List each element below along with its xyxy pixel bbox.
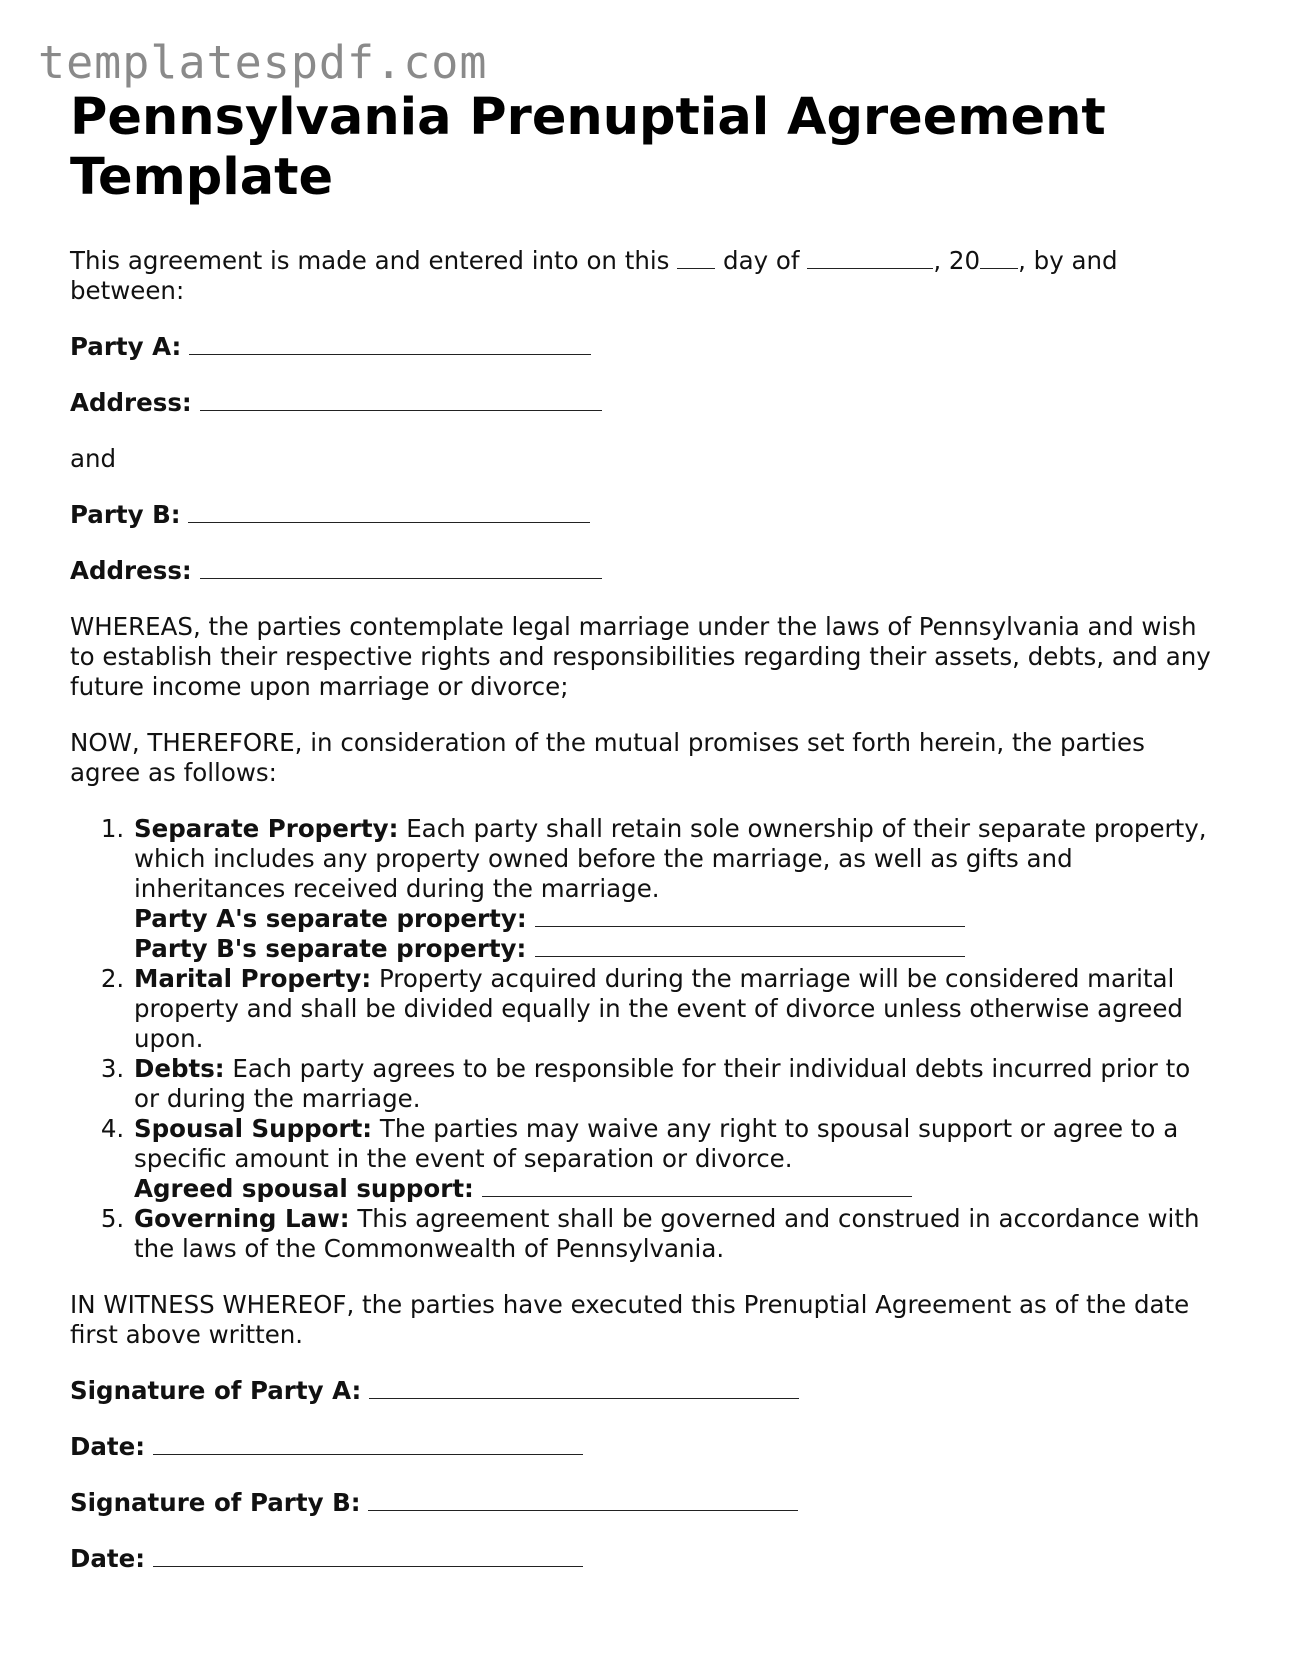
signature-b-line (70, 1488, 1220, 1518)
day-blank[interactable] (677, 248, 715, 269)
document-page (70, 88, 1220, 1574)
address-b-line (70, 556, 1220, 586)
address-b-blank[interactable] (200, 558, 602, 579)
signature-a-label: Signature of Party A: (70, 1376, 362, 1405)
party-b-property-line (134, 934, 1220, 964)
clause-item (132, 1054, 1220, 1114)
party-a-property-blank[interactable] (535, 906, 965, 927)
party-b-property-blank[interactable] (535, 936, 965, 957)
spousal-support-line (134, 1174, 1220, 1204)
document-title: Pennsylvania Prenuptial Agreement Template (70, 88, 1106, 207)
clause-heading: Debts: (134, 1054, 225, 1083)
date-a-blank[interactable] (153, 1434, 583, 1455)
clause-text: The parties may waive any right to spousal support or agree to a specific amount in the event of separation or divorce. (134, 1114, 1179, 1173)
intro-paragraph (70, 246, 1220, 306)
signature-a-line (70, 1376, 1220, 1406)
intro-text-1: This agreement is made and entered into on this (70, 246, 670, 275)
clause-heading: Marital Property: (134, 964, 372, 993)
clause-item (132, 1204, 1220, 1264)
party-b-line (70, 500, 1220, 530)
witness-paragraph: IN WITNESS WHEREOF, the parties have executed this Prenuptial Agreement as of the date first above written. (70, 1290, 1190, 1349)
clause-heading: Spousal Support: (134, 1114, 373, 1143)
address-a-label: Address: (70, 388, 192, 417)
signature-b-label: Signature of Party B: (70, 1488, 361, 1517)
date-b-line (70, 1544, 1220, 1574)
party-b-label: Party B: (70, 500, 181, 529)
party-a-property-label: Party A's separate property: (134, 904, 527, 933)
clause-item (132, 814, 1220, 964)
year-blank[interactable] (980, 248, 1018, 269)
party-a-line (70, 332, 1220, 362)
and-text: and (70, 444, 117, 473)
clause-heading: Governing Law: (134, 1204, 350, 1233)
date-a-line (70, 1432, 1220, 1462)
address-b-label: Address: (70, 556, 192, 585)
address-a-blank[interactable] (200, 390, 602, 411)
month-blank[interactable] (807, 248, 933, 269)
intro-text-3: , 20 (933, 246, 981, 275)
spousal-support-label: Agreed spousal support: (134, 1174, 474, 1203)
intro-text-4: , by and between: (70, 246, 1118, 305)
clause-text: Property acquired during the marriage will be considered marital property and shall be divided equally in the event of divorce unless otherwise agreed upon. (134, 964, 1183, 1053)
spousal-support-blank[interactable] (482, 1176, 912, 1197)
party-a-label: Party A: (70, 332, 182, 361)
clause-text: This agreement shall be governed and construed in accordance with the laws of the Commonwealth of Pennsylvania. (134, 1204, 1200, 1263)
party-a-blank[interactable] (189, 334, 591, 355)
address-a-line (70, 388, 1220, 418)
clause-text: Each party agrees to be responsible for their individual debts incurred prior to or during the marriage. (134, 1054, 1191, 1113)
signature-b-blank[interactable] (368, 1490, 798, 1511)
clause-list (70, 814, 1220, 1264)
clause-heading: Separate Property: (134, 814, 399, 843)
clause-item (132, 1114, 1220, 1204)
date-a-label: Date: (70, 1432, 145, 1461)
whereas-paragraph: WHEREAS, the parties contemplate legal marriage under the laws of Pennsylvania and wish to establish their respective rights and responsibilities regarding their assets, debts, and any future income upon marriage or divorce; (70, 612, 1211, 701)
signature-a-blank[interactable] (369, 1378, 799, 1399)
party-b-blank[interactable] (188, 502, 590, 523)
clause-text: Each party shall retain sole ownership of their separate property, which includes any property owned before the marriage, as well as gifts and inheritances received during the marriage. (134, 814, 1207, 903)
date-b-blank[interactable] (153, 1546, 583, 1567)
now-therefore-paragraph: NOW, THEREFORE, in consideration of the mutual promises set forth herein, the parties agree as follows: (70, 728, 1145, 787)
clause-item (132, 964, 1220, 1054)
party-b-property-label: Party B's separate property: (134, 934, 527, 963)
intro-text-2: day of (723, 246, 800, 275)
watermark: templatespdf.com (38, 36, 488, 89)
date-b-label: Date: (70, 1544, 145, 1573)
party-a-property-line (134, 904, 1220, 934)
